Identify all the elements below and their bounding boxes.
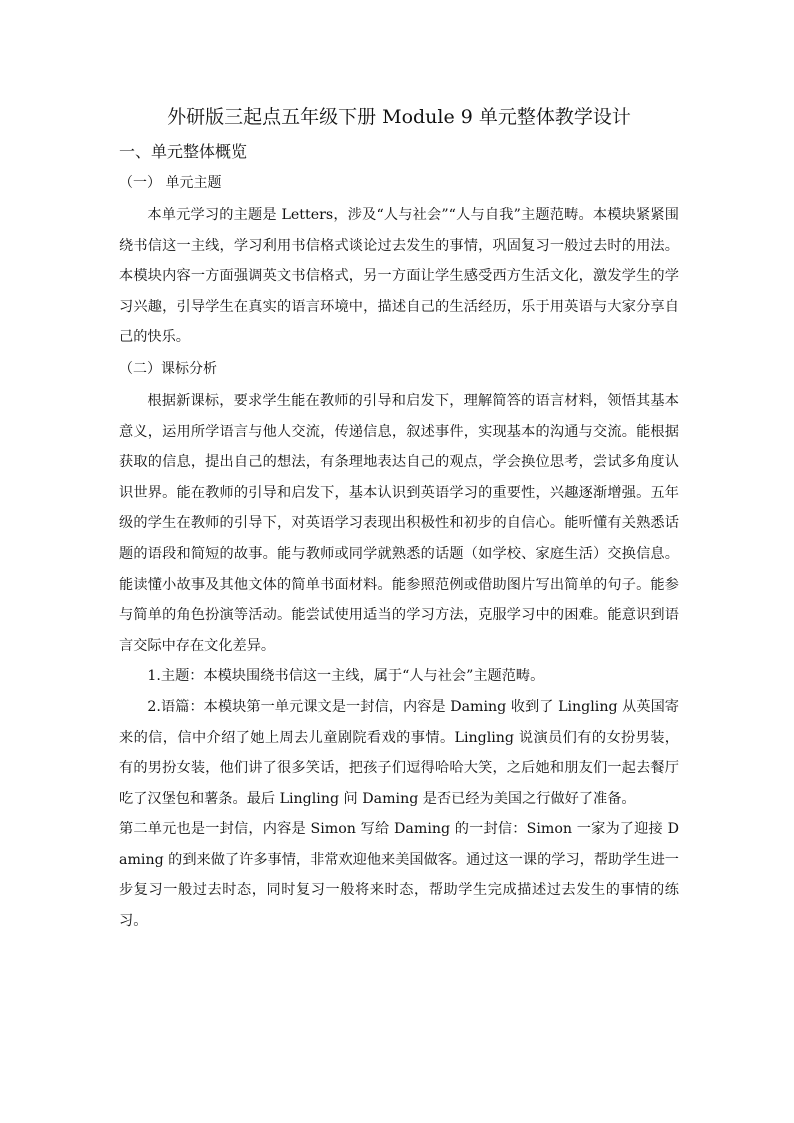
paragraph-curriculum: 根据新课标，要求学生能在教师的引导和启发下，理解简答的语言材料，领悟其基本意义，运用所学语言与他人交流，传递信息，叙述事件，实现基本的沟通与交流。能根据获取的信息，提出自己的想法，有条理地表达自己的观点，学会换位思考，尝试多角度认识世界。能在教师的引导和启发下，基本认识到英语学习的重要性，兴趣逐渐增强。五年级的学生在教师的引导下，对英语学习表现出积极性和初步的自信心。能听懂有关熟悉话题的语段和简短的故事。能与教师或同学就熟悉的话题（如学校、家庭生活）交换信息。能读懂小故事及其他文体的简单书面材料。能参照范例或借助图片写出简单的句子。能参与简单的角色扮演等活动。能尝试使用适当的学习方法，克服学习中的困难。能意识到语言交际中存在文化差异。 xyxy=(119,392,679,654)
section-heading-overview: 一、单元整体概览 xyxy=(119,142,248,161)
document-page xyxy=(119,98,679,937)
subsection-heading-theme: （一） 单元主题 xyxy=(119,175,222,191)
paragraph-item-text: 2.语篇：本模块第一单元课文是一封信，内容是 Daming 收到了 Lingling 从英国寄来的信，信中介绍了她上周去儿童剧院看戏的事情。Lingling 说演员们有的女扮男装，有的男扮女装，他们讲了很多笑话，把孩子们逗得哈哈大笑，之后她和朋友们一起去餐厅吃了汉堡包和薯条。最后 Lingling 问 Daming 是否已经为美国之行做好了准备。 xyxy=(119,698,679,807)
paragraph-unit-two: 第二单元也是一封信，内容是 Simon 写给 Daming 的一封信：Simon 一家为了迎接 Daming 的到来做了许多事情，非常欢迎他来美国做客。通过这一课的学习，帮助学生进一步复习一般过去时态，同时复习一般将来时态，帮助学生完成描述过去发生的事情的练习。 xyxy=(119,821,679,930)
subsection-heading-curriculum: （二）课标分析 xyxy=(119,360,217,377)
paragraph-theme: 本单元学习的主题是 Letters，涉及“人与社会”“人与自我”主题范畴。本模块紧紧围绕书信这一主线，学习利用书信格式谈论过去发生的事情，巩固复习一般过去时的用法。本模块内容一方面强调英文书信格式，另一方面让学生感受西方生活文化，激发学生的学习兴趣，引导学生在真实的语言环境中，描述自己的生活经历，乐于用英语与大家分享自己的快乐。 xyxy=(119,207,679,346)
paragraph-item-topic: 1.主题：本模块围绕书信这一主线，属于“人与社会”主题范畴。 xyxy=(147,668,545,685)
document-title: 外研版三起点五年级下册 Module 9 单元整体教学设计 xyxy=(167,106,631,128)
